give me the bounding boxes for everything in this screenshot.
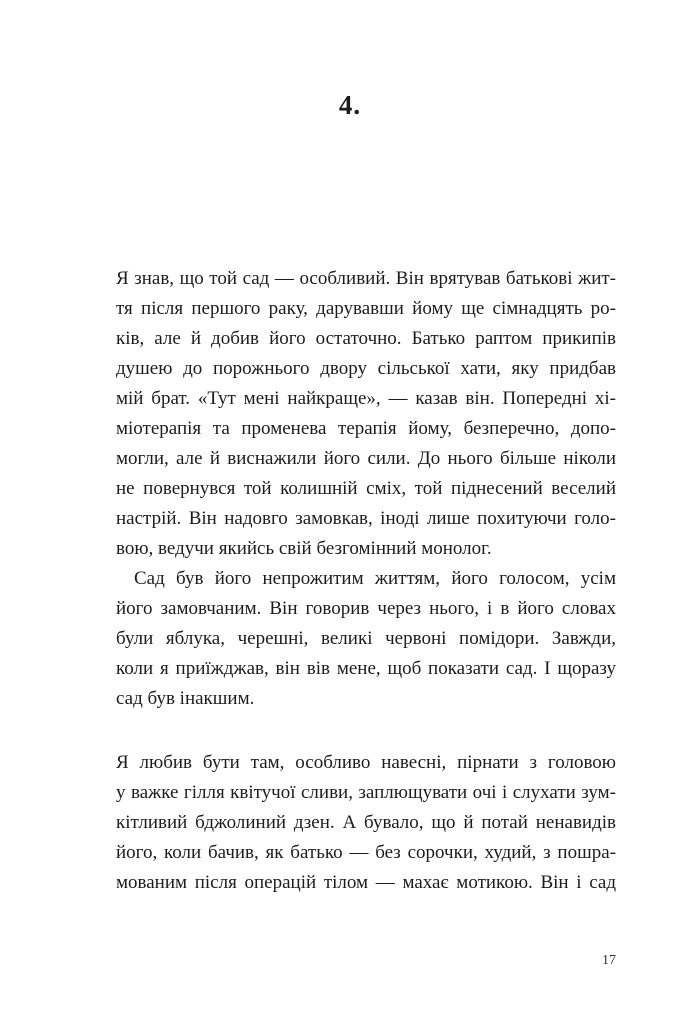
text-block-2 xyxy=(116,748,616,898)
chapter-heading: 4. xyxy=(338,90,362,120)
text-line: коли я приїжджав, він вів мене, щоб показати сад. І щоразу xyxy=(116,658,616,679)
text-line: міотерапія та променева терапія йому, безперечно, допо- xyxy=(116,418,616,439)
text-line: у важке гілля квітучої сливи, заплющувати очі і слухати зум- xyxy=(116,782,616,803)
text-line: були яблука, черешні, великі червоні помідори. Завжди, xyxy=(116,628,616,649)
text-line: сад був інакшим. xyxy=(116,688,255,709)
text-line: тя після першого раку, дарувавши йому ще сімнадцять ро- xyxy=(116,298,616,319)
text-line: мованим після операцій тілом — махає мотикою. Він і сад xyxy=(116,872,616,893)
text-line: його, коли бачив, як батько — без сорочки, худий, з пошра- xyxy=(116,842,616,863)
text-line: могли, але й виснажили його сили. До нього більше ніколи xyxy=(116,448,616,469)
text-line: Сад був його непрожитим життям, його голосом, усім xyxy=(134,568,616,589)
text-line: мій брат. «Тут мені найкраще», — казав він. Попередні хі- xyxy=(116,388,616,409)
text-line: ків, але й добив його остаточно. Батько раптом прикипів xyxy=(116,328,616,349)
text-line: не повернувся той колишній сміх, той піднесений веселий xyxy=(116,478,616,499)
text-line: Я знав, що той сад — особливий. Він врятував батькові жит- xyxy=(116,268,616,289)
text-line: його замовчаним. Він говорив через нього, і в його словах xyxy=(116,598,616,619)
text-line: настрій. Він надовго замовкав, іноді лише похитуючи голо- xyxy=(116,508,616,529)
page-number: 17 xyxy=(602,953,616,968)
text-line: вою, ведучи якийсь свій безгомінний монолог. xyxy=(116,538,492,559)
text-line: Я любив бути там, особливо навесні, пірнати з головою xyxy=(116,752,616,773)
text-block-1 xyxy=(116,264,616,714)
text-line: душею до порожнього двору сільської хати, яку придбав xyxy=(116,358,616,379)
text-line: кітливий бджолиний дзен. А бувало, що й потай ненавидів xyxy=(116,812,616,833)
